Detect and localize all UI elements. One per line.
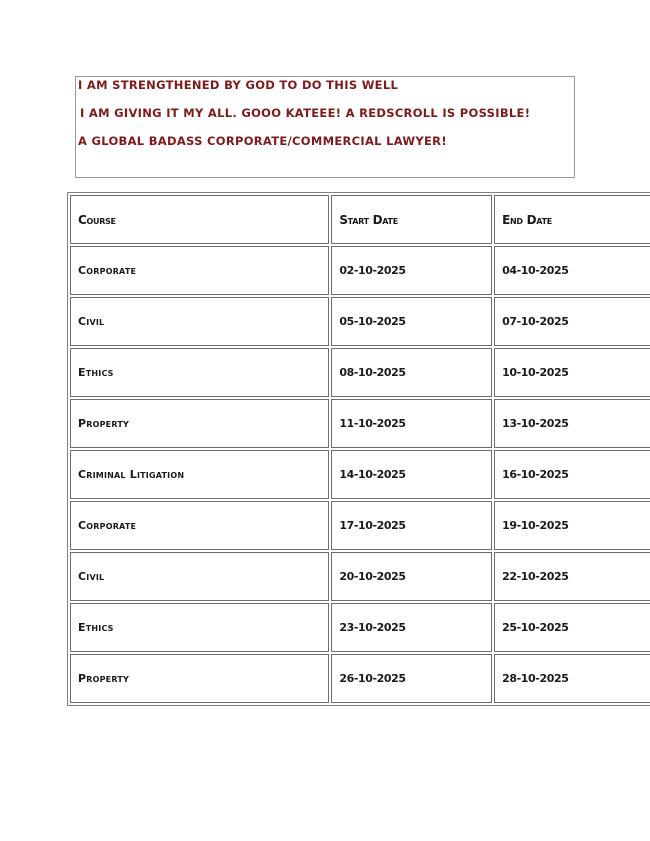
table-row <box>70 654 650 703</box>
start-date-cell: 11-10-2025 <box>331 399 492 448</box>
end-date-cell: 19-10-2025 <box>494 501 650 550</box>
course-cell: Property <box>70 654 329 703</box>
header-end-date: End Date <box>494 195 650 244</box>
end-date-cell: 16-10-2025 <box>494 450 650 499</box>
start-date-cell: 17-10-2025 <box>331 501 492 550</box>
course-cell: Property <box>70 399 329 448</box>
affirmations-text-box <box>75 76 575 178</box>
table-header-row <box>70 195 650 244</box>
start-date-cell: 14-10-2025 <box>331 450 492 499</box>
course-cell: Corporate <box>70 501 329 550</box>
start-date-cell: 26-10-2025 <box>331 654 492 703</box>
header-course: Course <box>70 195 329 244</box>
course-cell: Civil <box>70 297 329 346</box>
course-cell: Civil <box>70 552 329 601</box>
start-date-cell: 02-10-2025 <box>331 246 492 295</box>
end-date-cell: 13-10-2025 <box>494 399 650 448</box>
end-date-cell: 28-10-2025 <box>494 654 650 703</box>
course-cell: Ethics <box>70 603 329 652</box>
start-date-cell: 20-10-2025 <box>331 552 492 601</box>
header-start-date: Start Date <box>331 195 492 244</box>
table-row <box>70 450 650 499</box>
start-date-cell: 08-10-2025 <box>331 348 492 397</box>
end-date-cell: 25-10-2025 <box>494 603 650 652</box>
course-cell: Ethics <box>70 348 329 397</box>
start-date-cell: 05-10-2025 <box>331 297 492 346</box>
table-row <box>70 297 650 346</box>
affirmation-line-2: I AM GIVING IT MY ALL. GOOO KATEEE! A REDSCROLL IS POSSIBLE! <box>80 106 531 120</box>
affirmation-line-1: I AM STRENGTHENED BY GOD TO DO THIS WELL <box>78 78 399 92</box>
table-row <box>70 603 650 652</box>
start-date-cell: 23-10-2025 <box>331 603 492 652</box>
affirmation-line-3: A GLOBAL BADASS CORPORATE/COMMERCIAL LAWYER! <box>78 134 447 148</box>
table-row <box>70 348 650 397</box>
end-date-cell: 10-10-2025 <box>494 348 650 397</box>
end-date-cell: 07-10-2025 <box>494 297 650 346</box>
table-row <box>70 501 650 550</box>
table-row <box>70 246 650 295</box>
course-cell: Criminal Litigation <box>70 450 329 499</box>
table-row <box>70 552 650 601</box>
table-row <box>70 399 650 448</box>
course-cell: Corporate <box>70 246 329 295</box>
end-date-cell: 22-10-2025 <box>494 552 650 601</box>
end-date-cell: 04-10-2025 <box>494 246 650 295</box>
course-schedule-table <box>67 192 650 706</box>
